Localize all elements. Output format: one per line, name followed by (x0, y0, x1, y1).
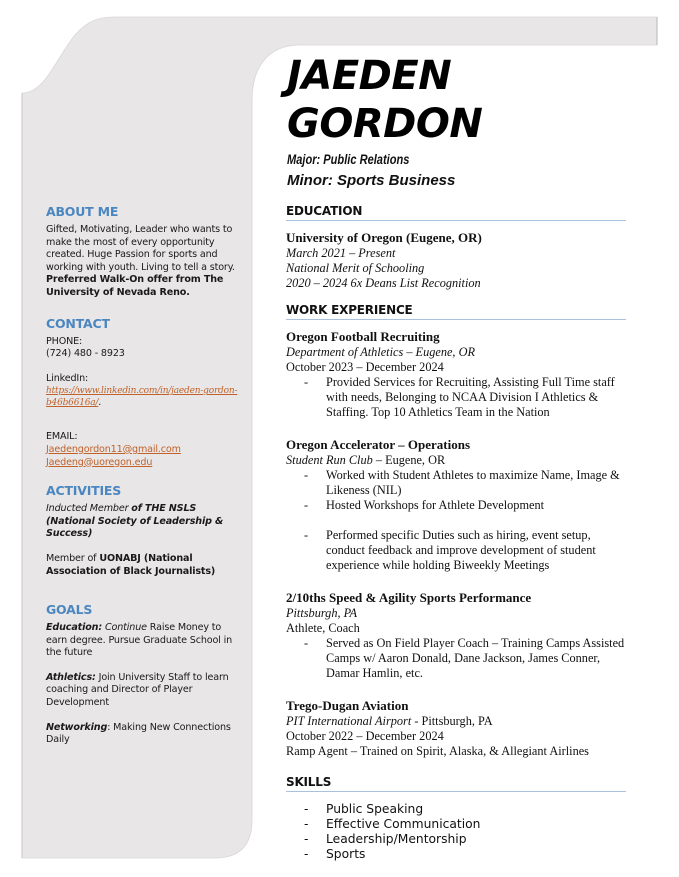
education-deans-list: 2020 – 2024 6x Deans List Recognition (286, 276, 481, 290)
job-role: Athlete, Coach (286, 621, 360, 635)
job-role: Ramp Agent – Trained on Spirit, Alaska, & Allegiant Airlines (286, 744, 589, 758)
job-bullets (286, 636, 626, 681)
phone-value: (724) 480 - 8923 (46, 348, 125, 360)
job-entry (286, 698, 626, 759)
job-subtitle (286, 714, 626, 729)
email-link-gmail[interactable]: Jaedengordon11@gmail.com (46, 443, 181, 455)
about-text-body: Gifted, Motivating, Leader who wants to make the most of every opportunity created. Huge Passion for sports and working with youth. Living to tell a story. (46, 224, 235, 273)
job-entry (286, 329, 626, 420)
email-link-uoregon[interactable]: Jaedeng@uoregon.edu (46, 456, 153, 468)
school-name: University of Oregon (Eugene, OR) (286, 230, 482, 245)
candidate-name (287, 52, 482, 148)
email-2-line (46, 457, 242, 470)
email-1-line (46, 444, 242, 457)
first-name: JAEDEN (287, 53, 452, 99)
activities-section (46, 483, 242, 578)
job-subtitle-rest: - Pittsburgh, PA (411, 714, 493, 728)
about-heading: ABOUT ME (46, 204, 119, 219)
sidebar (46, 204, 242, 759)
goal-item (46, 722, 242, 747)
job-dates: October 2023 – December 2024 (286, 360, 444, 374)
goal-text: Join University Staff to learn coaching and Director of Player Development (46, 671, 229, 709)
activity-prefix: Inducted Member (46, 503, 132, 515)
minor-line: Minor: Sports Business (287, 172, 456, 189)
skill-item: - Leadership/Mentorship (286, 832, 626, 847)
job-subtitle-rest: – Eugene, OR (372, 453, 446, 467)
major-line: Major: Public Relations (287, 152, 410, 167)
goals-heading: GOALS (46, 602, 93, 618)
skill-item: - Public Speaking (286, 802, 626, 817)
job-title: 2/10ths Speed & Agility Sports Performance (286, 590, 532, 605)
job-subtitle-italic: Student Run Club (286, 453, 373, 467)
job-bullets (286, 375, 626, 420)
job-subtitle-italic: PIT International Airport (286, 714, 412, 728)
job-subtitle: Department of Athletics – Eugene, OR (286, 345, 475, 359)
goals-section (46, 602, 242, 747)
job-dates: October 2022 – December 2024 (286, 729, 444, 743)
work-heading: WORK EXPERIENCE (286, 303, 626, 320)
skills-list (286, 802, 626, 862)
goal-italic: Continue (102, 622, 147, 634)
job-entry (286, 590, 626, 681)
about-text-bold: Preferred Walk-On offer from The University of Nevada Reno. (46, 274, 224, 298)
about-section (46, 204, 242, 300)
linkedin-line (46, 385, 242, 409)
goal-label: Athletics: (46, 671, 96, 683)
job-title: Oregon Football Recruiting (286, 329, 440, 344)
last-name: GORDON (287, 101, 483, 147)
job-bullet: - Served as On Field Player Coach – Training Camps Assisted Camps w/ Aaron Donald, Dane Jackson, James Conner, Damar Hamlin, etc. (286, 636, 626, 681)
activity-prefix: Member of (46, 552, 100, 564)
goal-label: Networking (46, 721, 108, 733)
goal-item (46, 622, 242, 660)
goal-text: : Making New Connections Daily (46, 721, 231, 746)
linkedin-label: LinkedIn: (46, 372, 89, 384)
contact-section (46, 316, 242, 470)
goal-label: Education: (46, 622, 103, 634)
education-heading: EDUCATION (286, 204, 626, 221)
job-entry (286, 437, 626, 573)
job-bullets (286, 468, 626, 573)
linkedin-period: . (98, 397, 102, 409)
skill-item: - Effective Communication (286, 817, 626, 832)
goal-text: Raise Money to earn degree. Pursue Graduate School in the future (46, 622, 233, 659)
activity-item (46, 553, 242, 578)
education-dates: March 2021 – Present (286, 246, 396, 260)
main-content (286, 204, 626, 862)
activity-item (46, 503, 242, 541)
activities-heading: ACTIVITIES (46, 483, 122, 499)
activity-bold: of THE NSLS (National Society of Leadership & Success) (46, 503, 224, 540)
education-honor: National Merit of Schooling (286, 261, 425, 275)
about-text (46, 224, 242, 300)
job-bullet: - Performed specific Duties such as hiring, event setup, conduct feedback and improve development of student experience while holding Biweekly Meetings (286, 528, 626, 573)
email-label: EMAIL: (46, 431, 78, 443)
job-bullet: - Provided Services for Recruiting, Assisting Full Time staff with needs, Belonging to NCAA Division I Athletics & Staffing. Top 10 Athletics Team in the Nation (286, 375, 626, 420)
activity-bold: UONABJ (National Association of Black Journalists) (46, 552, 216, 577)
skill-item: - Sports (286, 847, 626, 862)
job-title: Trego-Dugan Aviation (286, 698, 409, 713)
job-subtitle (286, 453, 626, 468)
job-bullet: - Worked with Student Athletes to maximize Name, Image & Likeness (NIL) (286, 468, 626, 498)
job-subtitle: Pittsburgh, PA (286, 606, 358, 620)
goal-item (46, 672, 242, 710)
job-bullet: - Hosted Workshops for Athlete Development (286, 498, 626, 513)
contact-heading: CONTACT (46, 315, 110, 331)
education-entry (286, 230, 626, 291)
job-title: Oregon Accelerator – Operations (286, 437, 471, 452)
skills-heading: SKILLS (286, 775, 626, 792)
phone-label: PHONE: (46, 335, 83, 347)
linkedin-link[interactable]: https://www.linkedin.com/in/jaeden-gordon-b46b6616a/ (46, 386, 238, 409)
